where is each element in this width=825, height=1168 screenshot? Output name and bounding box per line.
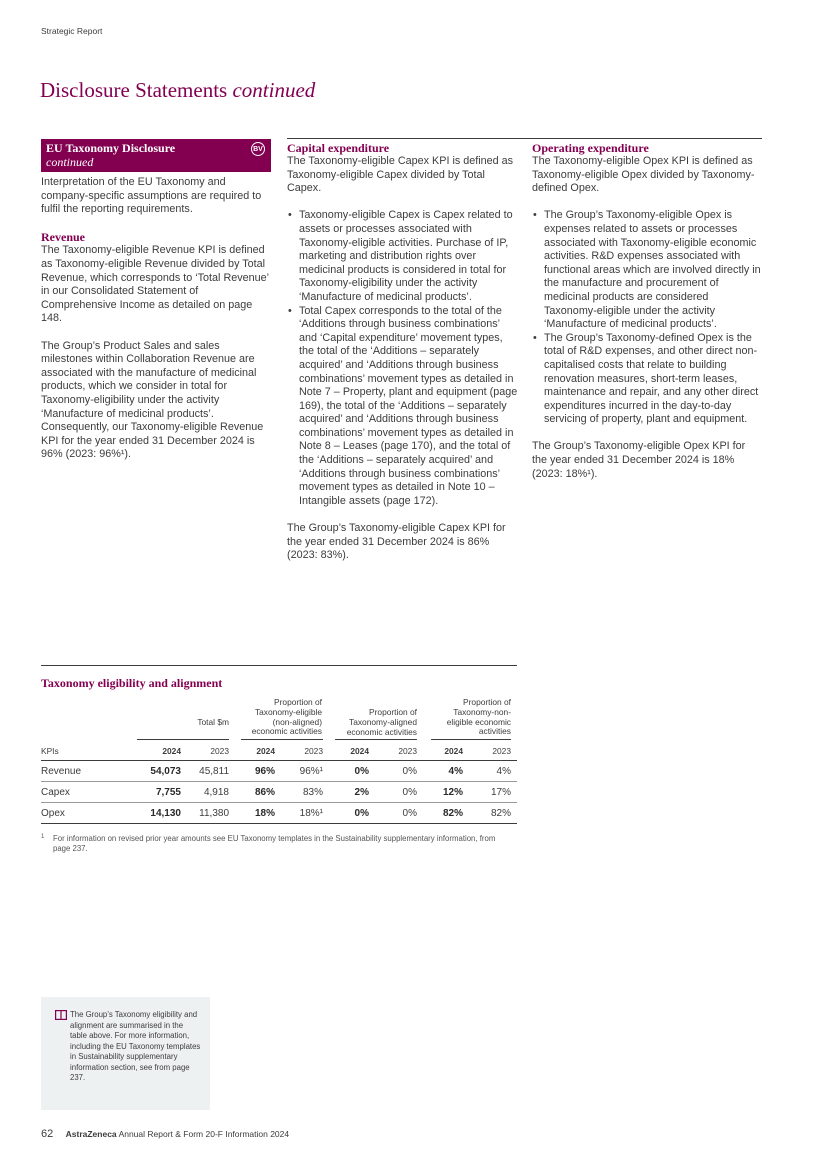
capex-intro: The Taxonomy-eligible Capex KPI is defined as Taxonomy-eligible Capex divided by Total Capex. — [287, 155, 514, 195]
table-cell: 0% — [354, 766, 369, 777]
table-cell: 2% — [354, 787, 369, 798]
header-rule-3 — [335, 739, 417, 740]
year-header: 2024 — [256, 746, 275, 756]
table-cell: 11,380 — [199, 808, 229, 819]
banner-title: EU Taxonomy Disclosure — [46, 141, 176, 155]
revenue-paragraph-2: The Group’s Product Sales and sales milestones within Collaboration Revenue are associated with the manufacture of medicinal products, which we consider in total for Taxonomy-eligibility under the activity ‘Manufacture of medicinal products’. Consequently, our Taxonomy-eligible Revenue KPI for the year ended 31 December 2024 is 96% (2023: 96%¹). — [41, 339, 264, 461]
table-cell: 17% — [490, 787, 511, 798]
section-banner — [41, 139, 271, 172]
opex-bullet-list — [532, 209, 762, 427]
table-cell: 83% — [302, 787, 323, 798]
year-header: 2023 — [492, 746, 511, 756]
table-cell: 0% — [354, 808, 369, 819]
table-cell: 0% — [402, 787, 417, 798]
year-header: 2023 — [398, 746, 417, 756]
header-rule-2 — [241, 739, 323, 740]
info-box-text: The Group’s Taxonomy eligibility and alignment are summarised in the table above. For more information, including the EU Taxonomy templates in Sustainability supplementary information section, see from page 237. — [70, 1010, 201, 1082]
table-cell: 18%¹ — [299, 808, 323, 819]
revenue-heading: Revenue — [41, 230, 85, 245]
row-rule — [41, 760, 517, 761]
table-cell: 18% — [254, 808, 275, 819]
year-header: 2023 — [210, 746, 229, 756]
opex-closing: The Group’s Taxonomy-eligible Opex KPI for the year ended 31 December 2024 is 18% (2023: 18%¹). — [532, 440, 746, 480]
table-cell: 0% — [402, 766, 417, 777]
opex-intro: The Taxonomy-eligible Opex KPI is defined as Taxonomy-eligible Opex divided by Taxonomy-defined Opex. — [532, 155, 755, 195]
header-rule-1 — [137, 739, 229, 740]
page-number: 62 — [41, 1128, 54, 1140]
table-cell: 54,073 — [150, 766, 181, 777]
table-cell: 82% — [490, 808, 511, 819]
row-label-revenue: Revenue — [41, 766, 82, 777]
capex-closing: The Group’s Taxonomy-eligible Capex KPI for the year ended 31 December 2024 is 86% (2023: 83%). — [287, 522, 506, 562]
revenue-paragraph-1: The Taxonomy-eligible Revenue KPI is defined as Taxonomy-eligible Revenue divided by Total Revenue, which corresponds to ‘Total Revenue’ in our Consolidated Statement of Comprehensive Income as detailed on page 148. — [41, 244, 269, 325]
header-total: Total $m — [197, 717, 229, 727]
table-cell: 82% — [442, 808, 463, 819]
banner-subtitle: continued — [46, 155, 94, 169]
header-noneligible: Proportion of Taxonomy-non-eligible economic activities — [446, 697, 511, 737]
row-rule — [41, 781, 517, 782]
page-title-main: Disclosure Statements — [40, 78, 228, 102]
table-cell: 96% — [254, 766, 275, 777]
table-bottom-rule — [41, 823, 517, 824]
header-aligned: Proportion of Taxonomy-aligned economic activities — [346, 707, 417, 737]
page-title — [40, 78, 315, 103]
table-cell: 4% — [448, 766, 463, 777]
footnote — [41, 834, 511, 854]
page-footer — [41, 1128, 289, 1140]
header-rule-4 — [431, 739, 511, 740]
book-icon — [55, 1010, 67, 1020]
table-cell: 4,918 — [203, 787, 229, 798]
table-cell: 14,130 — [150, 808, 181, 819]
list-item: • The Group’s Taxonomy-defined Opex is the total of R&D expenses, and other direct non-capitalised costs that relate to building renovation measures, short-term leases, maintenance and repair, and any other direct expenditures incurred in the day-to-day servicing of property, plant and equipment. — [532, 332, 762, 427]
column-eu-taxonomy — [41, 139, 271, 475]
table-cell: 0% — [402, 808, 417, 819]
table-cell: 7,755 — [155, 787, 181, 798]
row-label-opex: Opex — [41, 808, 65, 819]
section-label: Strategic Report — [41, 26, 103, 36]
year-header: 2024 — [350, 746, 369, 756]
column-opex — [532, 141, 762, 495]
top-rule — [287, 138, 762, 139]
year-header: 2024 — [162, 746, 181, 756]
table-cell: 45,811 — [199, 766, 229, 777]
table-cell: 12% — [442, 787, 463, 798]
year-header: 2024 — [444, 746, 463, 756]
intro-paragraph: Interpretation of the EU Taxonomy and company-specific assumptions are required to fulfil the reporting requirements. — [41, 176, 262, 216]
footer-brand: AstraZeneca — [65, 1129, 117, 1139]
opex-heading: Operating expenditure — [532, 141, 649, 155]
row-rule — [41, 802, 517, 803]
page-title-suffix: continued — [232, 78, 316, 102]
table-title: Taxonomy eligibility and alignment — [41, 676, 223, 690]
capex-bullet-list — [287, 209, 518, 508]
table-cell: 86% — [254, 787, 275, 798]
kpi-label: KPIs — [41, 746, 59, 756]
column-capex — [287, 141, 518, 576]
footnote-text: For information on revised prior year amounts see EU Taxonomy templates in the Sustainability supplementary information, from page 237. — [53, 834, 496, 853]
list-item: • Total Capex corresponds to the total of the ‘Additions through business combinations’ and ‘Capital expenditure’ movement types, the total of the ‘Additions – separately acquired’ and ‘Additions through business combinations’ movement types as detailed in Note 7 – Property, plant and equipment (page 169), the total of the ‘Additions – separately acquired’ and ‘Additions through business combinations’ movement types as detailed in Note 8 – Leases (page 170), and the total of the ‘Additions – separately acquired’ and ‘Additions through business combinations’ movement types as detailed in Note 10 – Intangible assets (page 172). — [287, 305, 518, 509]
list-item: • Taxonomy-eligible Capex is Capex related to assets or processes associated with Taxonomy-eligible activities. Purchase of IP, marketing and distribution rights over medicinal products is considered in total for Taxonomy-eligibility under the activity ‘Manufacture of medicinal products’. — [287, 209, 518, 304]
header-eligible: Proportion of Taxonomy-eligible (non-aligned) economic activities — [251, 697, 322, 737]
table-cell: 96%¹ — [299, 766, 323, 777]
capex-heading: Capital expenditure — [287, 141, 390, 155]
list-item: • The Group’s Taxonomy-eligible Opex is expenses related to assets or processes associated with Taxonomy-eligible economic activities. R&D expenses associated with functional areas which are involved directly in the manufacture and procurement of medicinal products are considered Taxonomy-eligible under the activity ‘Manufacture of medicinal products’. — [532, 209, 762, 331]
bv-badge-icon: BV — [251, 142, 265, 156]
row-label-capex: Capex — [41, 787, 70, 798]
footer-doc-title: Annual Report & Form 20-F Information 2024 — [118, 1129, 290, 1139]
table-top-rule — [41, 665, 517, 666]
year-header: 2023 — [304, 746, 323, 756]
footnote-marker: 1 — [41, 834, 45, 840]
table-cell: 4% — [496, 766, 511, 777]
